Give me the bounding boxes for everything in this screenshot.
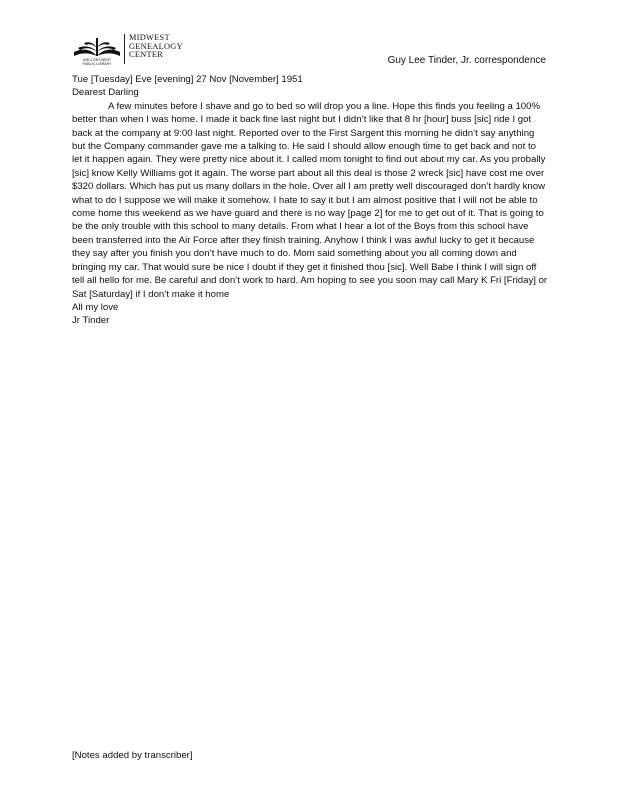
letter-body: A few minutes before I shave and go to bed so will drop you a line. Hope this finds you feeling a 100% better than when I was home. I made it back fine last night but I didn’t like that 8 hr [hour] buss [sic] ride I got back at the company at 9:00 last night. Reported over to the First Sargent this morning he didn’t say anything but the Company commander gave me a talking to. He said I should allow enough time to get back and not to let it happen again. They were pretty nice about it. I called mom tonight to find out about my car. As you probally [sic] know Kelly Williams got it again. The worse part about all this deal is those 2 wreck [sic] have cost me over $320 dollars. Which has put us many dollars in the hole. Over all I am pretty well discouraged don’t hardly know what to do I suppose we will make it somehow. I hate to say it but I am almost positive that I will not be able to come home this weekend as we have guard and there is no way [page 2] for me to get out of it. That is going to be the only trouble with this school to many details. From what I hear a lot of the Boys from this school have been transferred into the Air Force after they finish training. Anyhow I think I was awful lucky to get it because they say after you finish you don’t have much to do. Mom said something about you all coming down and bringing my car. That would sure be nice I doubt if they get it finished thou [sic]. Well Babe I think I will sign off tell all hello for me. Be careful and don’t work to hard. Am hoping to see you soon may call Mary K Fri [Friday] or Sat [Saturday] if I don’t make it home: [72, 100, 548, 300]
letter-closing: All my love: [72, 301, 119, 313]
logo-subtitle: MID-CONTINENT PUBLIC LIBRARY: [82, 58, 112, 66]
letter: [72, 73, 548, 328]
logo-wordmark: MIDWEST GENEALOGY CENTER: [129, 33, 183, 60]
library-logo: [72, 34, 202, 70]
letter-signature: Jr Tinder: [72, 315, 110, 327]
logo-divider: [124, 34, 125, 64]
collection-title: Guy Lee Tinder, Jr. correspondence: [387, 55, 546, 66]
transcriber-note: [Notes added by transcriber]: [72, 750, 193, 761]
letter-dateline: Tue [Tuesday] Eve [evening] 27 Nov [November] 1951: [72, 74, 303, 85]
letter-salutation: Dearest Darling: [72, 87, 139, 99]
